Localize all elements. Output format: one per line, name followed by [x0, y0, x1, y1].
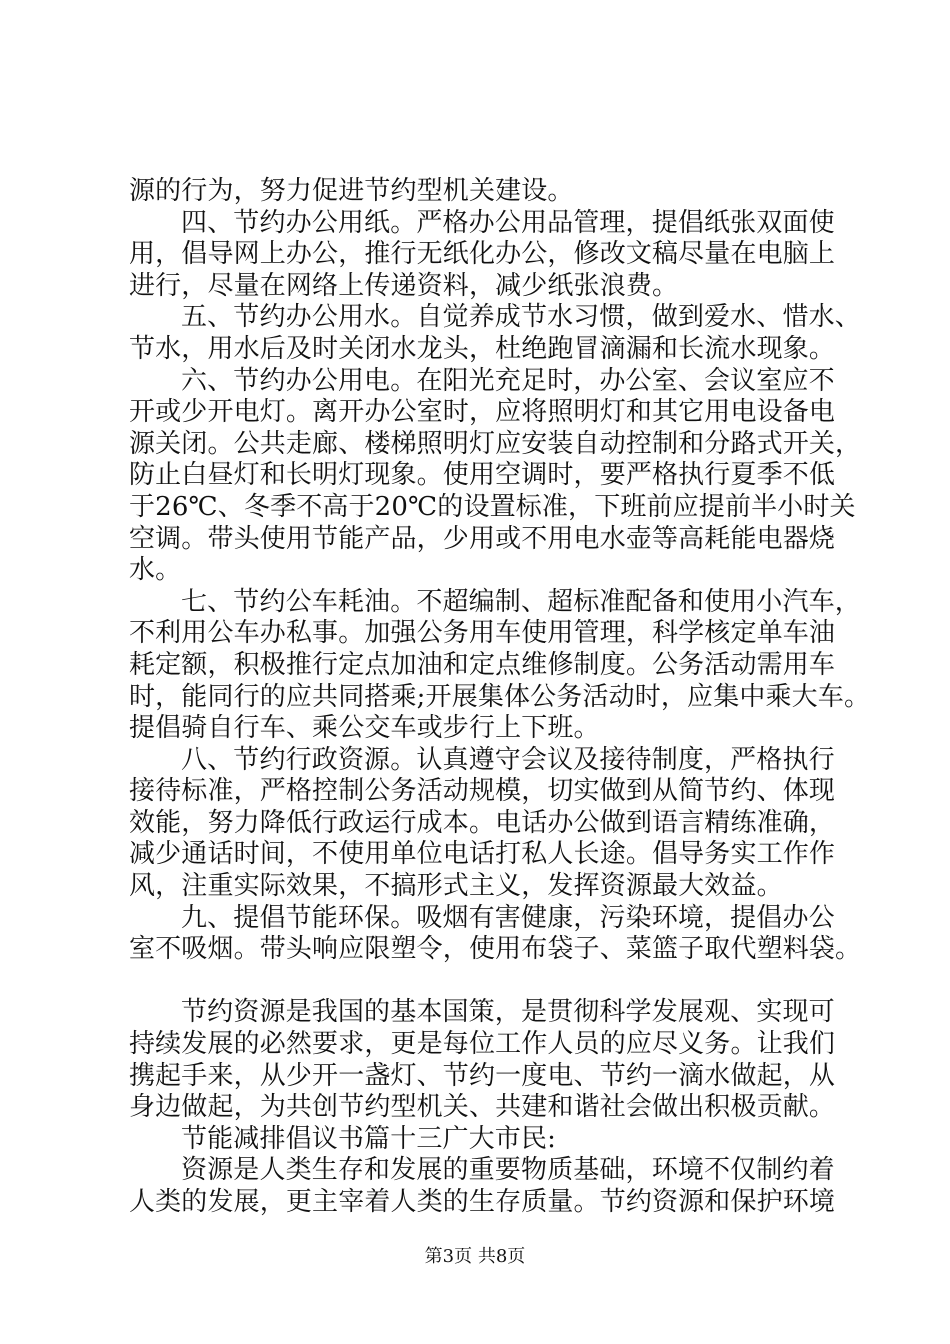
text-line: 人类的发展，更主宰着人类的生存质量。节约资源和保护环境: [129, 1187, 836, 1217]
page-footer: [0, 1245, 950, 1269]
text-line: 源关闭。公共走廊、楼梯照明灯应安装自动控制和分路式开关，: [129, 428, 862, 459]
text-line: 持续发展的必然要求，更是每位工作人员的应尽义务。让我们: [129, 1029, 836, 1060]
text-line: 不利用公车办私事。加强公务用车使用管理，科学核定单车油: [129, 618, 836, 649]
text-line: 效能，努力降低行政运行成本。电话办公做到语言精练准确，: [129, 807, 836, 838]
text-line: 携起手来，从少开一盏灯、节约一度电、节约一滴水做起，从: [129, 1060, 836, 1091]
paragraph-start: 节能减排倡议书篇十三广大市民:: [181, 1123, 557, 1154]
text-line: 耗定额，积极推行定点加油和定点维修制度。公务活动需用车: [129, 649, 836, 680]
text-line: 源的行为，努力促进节约型机关建设。: [129, 176, 574, 206]
paragraph-gap: [129, 966, 829, 998]
page-number: 第3页 共8页: [424, 1246, 526, 1267]
paragraph-start: 八、节约行政资源。认真遵守会议及接待制度，严格执行: [181, 744, 835, 775]
text-line: 用，倡导网上办公，推行无纸化办公，修改文稿尽量在电脑上: [129, 239, 836, 270]
text-line: 身边做起，为共创节约型机关、共建和谐社会做出积极贡献。: [129, 1092, 836, 1123]
paragraph-start: 四、节约办公用纸。严格办公用品管理，提倡纸张双面使: [181, 207, 835, 238]
text-line: 时，能同行的应共同搭乘;开展集体公务活动时，应集中乘大车。: [129, 681, 871, 712]
text-line: 节水，用水后及时关闭水龙头，杜绝跑冒滴漏和长流水现象。: [129, 333, 836, 364]
paragraph-start: 五、节约办公用水。自觉养成节水习惯，做到爱水、惜水、: [181, 302, 861, 333]
text-line: 开或少开电灯。离开办公室时，应将照明灯和其它用电设备电: [129, 397, 836, 428]
text-line: 减少通话时间，不使用单位电话打私人长途。倡导务实工作作: [129, 839, 836, 870]
paragraph-start: 资源是人类生存和发展的重要物质基础，环境不仅制约着: [181, 1155, 835, 1186]
text-line: 提倡骑自行车、乘公交车或步行上下班。: [129, 713, 600, 744]
paragraph-start: 节约资源是我国的基本国策，是贯彻科学发展观、实现可: [181, 997, 835, 1028]
text-line: 进行，尽量在网络上传递资料，减少纸张浪费。: [129, 270, 679, 301]
text-line: 防止白昼灯和长明灯现象。使用空调时，要严格执行夏季不低: [129, 460, 836, 491]
paragraph-start: 九、提倡节能环保。吸烟有害健康，污染环境，提倡办公: [181, 902, 835, 933]
text-line: 空调。带头使用节能产品，少用或不用电水壶等高耗能电器烧: [129, 523, 836, 554]
text-line: 接待标准，严格控制公务活动规模，切实做到从简节约、体现: [129, 776, 836, 807]
paragraph-start: 七、节约公车耗油。不超编制、超标准配备和使用小汽车，: [181, 586, 861, 617]
text-line: 室不吸烟。带头响应限塑令，使用布袋子、菜篮子取代塑料袋。: [129, 934, 862, 965]
text-line: 于26℃、冬季不高于20℃的设置标准，下班前应提前半小时关: [129, 491, 856, 522]
text-line: 水。: [129, 555, 182, 586]
body-text: [129, 176, 871, 1219]
text-line: 风，注重实际效果，不搞形式主义，发挥资源最大效益。: [129, 871, 783, 902]
paragraph-start: 六、节约办公用电。在阳光充足时，办公室、会议室应不: [181, 365, 835, 396]
